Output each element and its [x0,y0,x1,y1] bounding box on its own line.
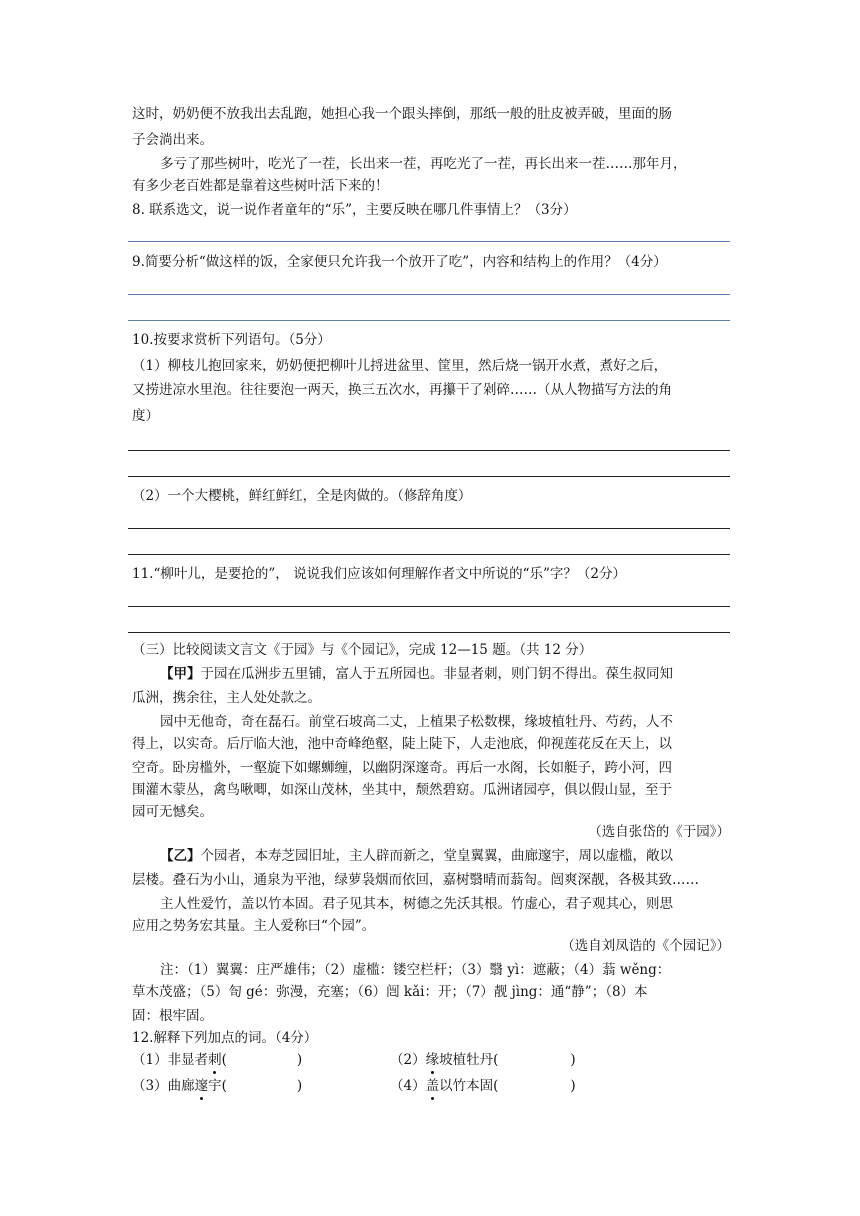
section-3-title: （三）比较阅读文言文《于园》与《个园记》，完成 12—15 题。（共 12 分） [132,642,593,658]
answer-line [128,632,730,633]
question-10-item: （1）柳枝儿抱回家来，奶奶便把柳叶儿捋进盆里、筐里，然后烧一锅开水煮，煮好之后， [132,358,668,374]
question-12-item-3: （3）曲廊邃宇( ) [132,1078,303,1094]
answer-line [128,320,730,321]
passage-jia-line: 园可无憾矣。 [132,804,213,820]
dotted-word: 缘 [425,1052,440,1068]
passage-jia-source: （选自张岱的《于园》） [588,824,730,840]
passage-line: 子会淌出来。 [132,132,213,148]
answer-line [128,241,730,242]
dotted-word: 邃 [194,1078,209,1094]
question-10-title: 10.按要求赏析下列语句。（5分） [132,332,331,348]
passage-yi-text: 个园者，本寿芝园旧址，主人辟而新之，堂皇翼翼，曲廊邃宇，周以虚槛，敞以 [200,848,673,864]
passage-line: 有多少老百姓都是靠着这些树叶活下来的！ [132,178,389,194]
passage-jia-line [160,664,760,684]
answer-line [128,476,730,477]
passage-jia-line: 园中无他奇，奇在磊石。前堂石坡高二丈，上植果子松数棵，缘坡植牡丹、芍药，人不 [160,714,673,730]
question-10-item: 又捞进凉水里泡。往往要泡一两天，换三五次水，再攥干了剁碎……（从人物描写方法的角 [132,382,672,398]
question-12-title: 12.解释下列加点的词。（4分） [132,1030,318,1046]
passage-yi-line: 应用之势务宏其量。主人爱称曰“个园”。 [132,918,376,934]
passage-yi-line: 主人性爱竹，盖以竹本固。君子见其本，树德之先沃其根。竹虚心，君子观其心，则思 [160,896,673,912]
answer-line [128,294,730,295]
answer-line [128,528,730,529]
notes-line: 草木茂盛；（5）匌 gé：弥漫，充塞；（6）闿 kǎi：开；（7）靓 jìng：通“静”；（8）本 [132,984,648,1000]
notes-line: 注：（1）翼翼：庄严雄伟；（2）虚槛：镂空栏杆；（3）翳 yì：遮蔽；（4）蓊 wěng： [160,962,671,978]
jia-tag: 【甲】 [160,666,201,682]
passage-yi-line: 层楼。叠石为小山，通泉为平池，绿萝袅烟而依回，嘉树翳晴而蓊匌。闿爽深靓，各极其致…… [132,872,699,888]
answer-line [128,450,730,451]
question-12-item-4: （4）盖以竹本固( ) [390,1078,576,1094]
question-10-item: 度） [132,408,159,424]
question-8: 8. 联系选文，说一说作者童年的“乐”，主要反映在哪几件事情上？（3分） [132,202,577,218]
question-12-item-1: （1）非显者刺( ) [132,1052,303,1068]
passage-jia-line: 瓜洲，携余往，主人处处款之。 [132,690,321,706]
answer-line [128,606,730,607]
passage-jia-line: 得上，以实奇。后厅临大池，池中奇峰绝壑，陡上陡下，人走池底，仰视莲花反在天上，以 [132,736,672,752]
passage-jia-line: 围灌木蒙丛，禽鸟啾唧，如深山茂林，坐其中，颓然碧窈。瓜洲诸园亭，俱以假山显，至于 [132,782,672,798]
answer-line [128,554,730,555]
passage-line: 多亏了那些树叶，吃光了一茬，长出来一茬，再吃光了一茬，再长出来一茬……那年月， [160,156,687,172]
question-11: 11.“柳叶儿，是要抢的”， 说说我们应该如何理解作者文中所说的“乐”字？（2分） [132,566,626,582]
dotted-word: 刺 [208,1052,222,1068]
question-10-item: （2）一个大樱桃，鲜红鲜红，全是肉做的。（修辞角度） [132,488,472,504]
question-9: 9.简要分析“做这样的饭，全家便只允许我一个放开了吃”，内容和结构上的作用？（4分） [132,254,667,270]
question-12-item-2: （2）缘坡植牡丹( ) [390,1052,576,1068]
dotted-word: 盖 [425,1078,440,1094]
passage-jia-line: 空奇。卧房槛外，一壑旋下如螺蛳缠，以幽阴深邃奇。再后一水阁，长如艇子，跨小河，四 [132,760,672,776]
notes-line: 固：根牢固。 [132,1008,213,1024]
yi-tag: 【乙】 [160,848,201,864]
passage-line: 这时，奶奶便不放我出去乱跑，她担心我一个跟头摔倒，那纸一般的肚皮被弄破，里面的肠 [132,106,672,122]
passage-yi-line [160,846,760,866]
passage-jia-text: 于园在瓜洲步五里铺，富人于五所园也。非显者刺，则门钥不得出。葆生叔同知 [200,666,673,682]
passage-yi-source: （选自刘凤诰的《个园记》） [561,938,730,954]
